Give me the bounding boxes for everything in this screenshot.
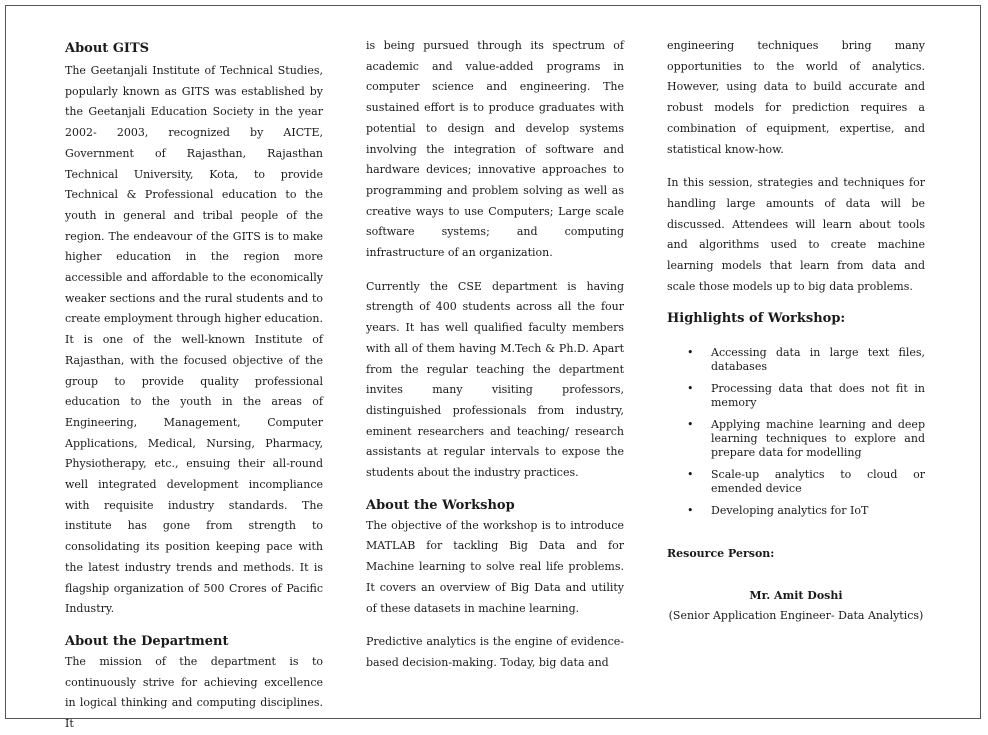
bullet-icon: • — [687, 346, 694, 360]
highlight-text: Scale-up analytics to cloud or emended device — [711, 468, 925, 495]
workshop-paragraph-predictive: Predictive analytics is the engine of evidence-based decision-making. Today, big data and — [366, 635, 624, 669]
highlight-text: Applying machine learning and deep learning techniques to explore and prepare data for modelling — [711, 418, 925, 459]
resource-person-name: Mr. Amit Doshi — [749, 589, 843, 603]
workshop-paragraph-objective: The objective of the workshop is to introduce MATLAB for tackling Big Data and for Machine learning to solve real life problems. It covers an overview of Big Data and utility of these datasets in machine learning. — [366, 518, 624, 615]
about-gits-paragraph: The Geetanjali Institute of Technical Studies, popularly known as GITS was established by the Geetanjali Education Society in the year 2002- 2003, recognized by AICTE, Government of Rajasthan, Rajasthan Technical University, Kota, to provide Technical & Professional education to the youth in general and tribal people of the region. The endeavour of the GITS is to make higher education in the region more accessible and affordable to the economically weaker sections and the rural students and to create employment through higher education. It is one of the well-known Institute of Rajasthan, with the focused objective of the group to provide quality professional education to the youth in the areas of Engineering, Management, Computer Applications, Medical, Nursing, Pharmacy, Physiotherapy, etc., ensuing their all-round well integrated development incompliance with requisite industry standards. The institute has gone from strength to consolidating its position keeping pace with the latest industry trends and methods. It is flagship organization of 500 Crores of Pacific Industry. — [65, 64, 323, 616]
highlights-heading: Highlights of Workshop: — [667, 311, 846, 327]
column-middle — [366, 40, 624, 674]
resource-person-label: Resource Person: — [667, 547, 775, 561]
department-paragraph-continued: is being pursued through its spectrum of academic and value-added programs in computer science and engineering. The sustained effort is to produce graduates with potential to design and develop systems involving the integration of software and hardware devices; innovative approaches to programming and problem solving as well as creative ways to use Computers; Large scale software systems; and computing infrastructure of an organization. — [366, 39, 624, 260]
bullet-icon: • — [687, 418, 694, 432]
bullet-icon: • — [687, 468, 694, 482]
column-left — [65, 40, 323, 735]
list-item — [687, 382, 925, 410]
workshop-paragraph-continued: engineering techniques bring many opportunities to the world of analytics. However, using data to build accurate and robust models for prediction requires a combination of equipment, expertise, and statistical know-how. — [667, 39, 925, 156]
list-item — [687, 418, 925, 459]
about-department-paragraph: The mission of the department is to continuously strive for achieving excellence in logical thinking and computing disciplines. It — [65, 654, 323, 731]
highlights-list — [667, 346, 925, 518]
highlight-text: Processing data that does not fit in memory — [711, 382, 925, 410]
department-paragraph-strength: Currently the CSE department is having strength of 400 students across all the four years. It has well qualified faculty members with all of them having M.Tech & Ph.D. Apart from the regular teaching the department invites many visiting professors, distinguished professionals from industry, eminent researchers and teaching/ research assistants at regular intervals to expose the students about the industry practices. — [366, 279, 624, 480]
about-department-heading: About the Department — [65, 633, 229, 649]
about-workshop-heading: About the Workshop — [366, 497, 515, 513]
list-item — [687, 346, 925, 374]
brochure-page — [5, 5, 981, 731]
workshop-paragraph-session: In this session, strategies and techniques for handling large amounts of data will be discussed. Attendees will learn about tools and algorithms used to create machine learning models that learn from data and scale those models up to big data problems. — [667, 176, 925, 293]
column-right — [667, 40, 925, 622]
bullet-icon: • — [687, 504, 694, 518]
highlight-text: Accessing data in large text files, databases — [711, 346, 925, 374]
highlight-text: Developing analytics for IoT — [711, 504, 869, 518]
list-item — [687, 504, 925, 518]
bullet-icon: • — [687, 382, 694, 396]
list-item — [687, 468, 925, 496]
resource-person-role: (Senior Application Engineer- Data Analytics) — [668, 609, 924, 623]
about-gits-heading: About GITS — [65, 41, 150, 56]
